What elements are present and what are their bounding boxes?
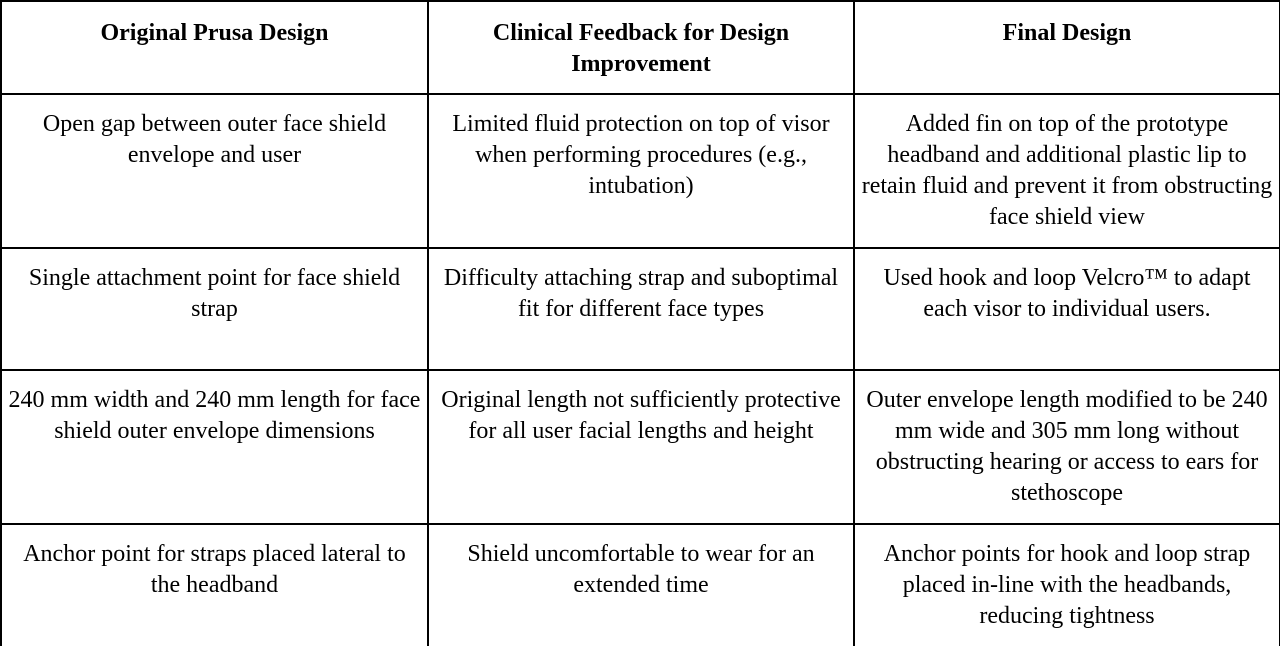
header-final-design: Final Design	[854, 1, 1280, 94]
table-row	[1, 94, 1280, 248]
table-row	[1, 524, 1280, 646]
header-clinical-feedback: Clinical Feedback for Design Improvement	[428, 1, 854, 94]
cell-clinical-feedback: Limited fluid protection on top of visor when performing procedures (e.g., intubation)	[428, 94, 854, 248]
cell-clinical-feedback: Shield uncomfortable to wear for an extended time	[428, 524, 854, 646]
cell-clinical-feedback: Original length not sufficiently protective for all user facial lengths and height	[428, 370, 854, 524]
cell-clinical-feedback: Difficulty attaching strap and suboptimal fit for different face types	[428, 248, 854, 370]
header-original-design: Original Prusa Design	[1, 1, 428, 94]
cell-final-design: Used hook and loop Velcro™ to adapt each visor to individual users.	[854, 248, 1280, 370]
cell-original-design: Anchor point for straps placed lateral to the headband	[1, 524, 428, 646]
cell-original-design: Single attachment point for face shield strap	[1, 248, 428, 370]
cell-final-design: Added fin on top of the prototype headband and additional plastic lip to retain fluid and prevent it from obstructing face shield view	[854, 94, 1280, 248]
cell-final-design: Anchor points for hook and loop strap placed in-line with the headbands, reducing tightness	[854, 524, 1280, 646]
cell-original-design: Open gap between outer face shield envelope and user	[1, 94, 428, 248]
cell-final-design: Outer envelope length modified to be 240 mm wide and 305 mm long without obstructing hearing or access to ears for stethoscope	[854, 370, 1280, 524]
table-row	[1, 248, 1280, 370]
table-row	[1, 370, 1280, 524]
header-row	[1, 1, 1280, 94]
cell-original-design: 240 mm width and 240 mm length for face shield outer envelope dimensions	[1, 370, 428, 524]
